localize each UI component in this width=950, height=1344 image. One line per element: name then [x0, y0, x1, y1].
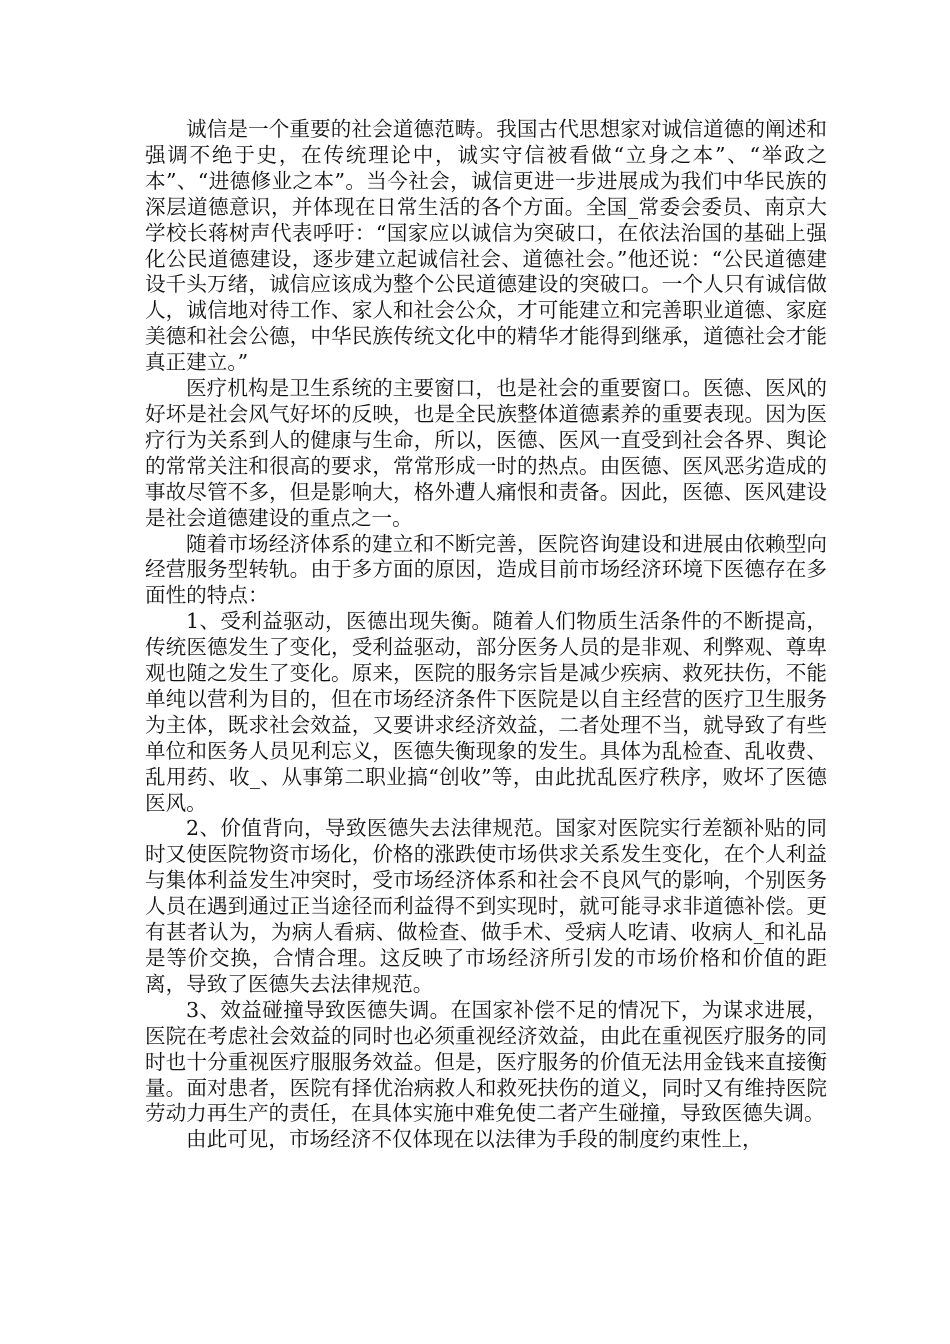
paragraph-medical-institutions: 医疗机构是卫生系统的主要窗口，也是社会的重要窗口。医德、医风的好坏是社会风气好坏的反映，也是全民族整体道德素养的重要表现。因为医疗行为关系到人的健康与生命，所以，医德、医风一直受到社会各界、舆论的常常关注和很高的要求，常常形成一时的热点。由医德、医风恶劣造成的事故尽管不多，但是影响大，格外遭人痛恨和责备。因此，医德、医风建设是社会道德建设的重点之一。: [145, 376, 827, 530]
paragraph-market-economy: 随着市场经济体系的建立和不断完善，医院咨询建设和进展由依赖型向经营服务型转轨。由于多方面的原因，造成目前市场经济环境下医德存在多面性的特点：: [145, 531, 827, 608]
document-body: [145, 117, 827, 1153]
paragraph-point-3: 3、效益碰撞导致医德失调。在国家补偿不足的情况下，为谋求进展，医院在考虑社会效益的同时也必须重视经济效益，由此在重视医疗服务的同时也十分重视医疗服服务效益。但是，医疗服务的价值无法用金钱来直接衡量。面对患者，医院有择优治病救人和救死扶伤的道义，同时又有维持医院劳动力再生产的责任，在具体实施中难免使二者产生碰撞，导致医德失调。: [145, 997, 827, 1126]
paragraph-point-1: 1、受利益驱动，医德出现失衡。随着人们物质生活条件的不断提高，传统医德发生了变化，受利益驱动，部分医务人员的是非观、利弊观、尊卑观也随之发生了变化。原来，医院的服务宗旨是减少疾病、救死扶伤，不能单纯以营利为目的，但在市场经济条件下医院是以自主经营的医疗卫生服务为主体，既求社会效益，又要讲求经济效益，二者处理不当，就导致了有些单位和医务人员见利忘义，医德失衡现象的发生。具体为乱检查、乱收费、乱用药、收_、从事第二职业搞“创收”等，由此扰乱医疗秩序，败坏了医德医风。: [145, 609, 827, 815]
paragraph-conclusion: 由此可见，市场经济不仅体现在以法律为手段的制度约束性上，: [186, 1127, 763, 1152]
paragraph-point-2: 2、价值背向，导致医德失去法律规范。国家对医院实行差额补贴的同时又使医院物资市场化，价格的涨跌使市场供求关系发生变化，在个人利益与集体利益发生冲突时，受市场经济体系和社会不良风气的影响，个别医务人员在遇到通过正当途径而利益得不到实现时，就可能寻求非道德补偿。更有甚者认为，为病人看病、做检查、做手术、受病人吃请、收病人_和礼品是等价交换，合情合理。这反映了市场经济所引发的市场价格和价值的距离，导致了医德失去法律规范。: [145, 816, 827, 996]
paragraph-integrity: 诚信是一个重要的社会道德范畴。我国古代思想家对诚信道德的阐述和强调不绝于史，在传统理论中，诚实守信被看做“立身之本”、“举政之本”、“进德修业之本”。当今社会，诚信更进一步进展成为我们中华民族的深层道德意识，并体现在日常生活的各个方面。全国_常委会委员、南京大学校长蒋树声代表呼吁：“国家应以诚信为突破口，在依法治国的基础上强化公民道德建设，逐步建立起诚信社会、道德社会。”他还说：“公民道德建设千头万绪，诚信应该成为整个公民道德建设的突破口。一个人只有诚信做人，诚信地对待工作、家人和社会公众，才可能建立和完善职业道德、家庭美德和社会公德，中华民族传统文化中的精华才能得到继承，道德社会才能真正建立。”: [145, 117, 827, 375]
